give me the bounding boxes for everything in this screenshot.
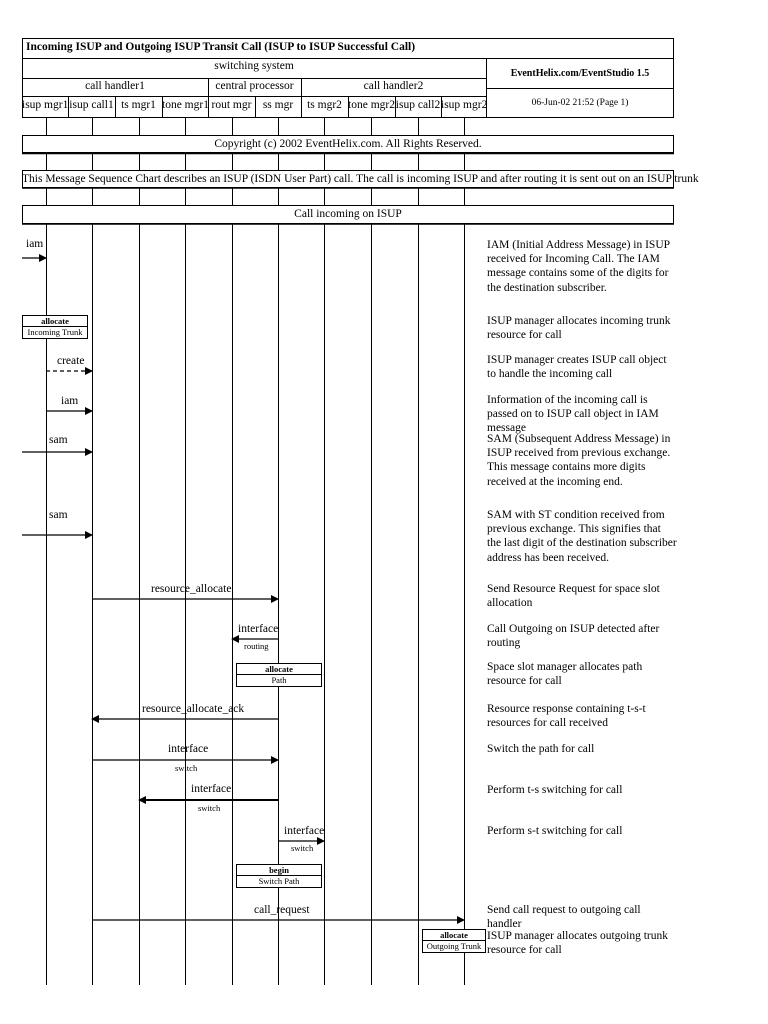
- entity-tone-mgr1: tone mgr1: [162, 99, 209, 111]
- step-description: IAM (Initial Address Message) in ISUP received for Incoming Call. The IAM message contains some of the digits for the destination subscriber.: [487, 239, 670, 294]
- action-title: allocate: [423, 930, 485, 941]
- step-description: Information of the incoming call is passed on to ISUP call object in IAM message: [487, 394, 659, 435]
- date-label: 06-Jun-02 21:52 (Page 1): [531, 98, 629, 108]
- action-body: Outgoing Trunk: [426, 941, 482, 951]
- entity-isup-call1: isup call1: [69, 99, 114, 111]
- step-description: Call Outgoing on ISUP detected after routing: [487, 623, 660, 650]
- message-sublabel: switch: [198, 803, 221, 813]
- entity-isup-mgr2: isup mgr2: [441, 99, 488, 111]
- action-body: Path: [271, 675, 287, 685]
- step-description: ISUP manager allocates incoming trunk resource for call: [487, 315, 671, 342]
- entity-rout-mgr: rout mgr: [211, 99, 252, 111]
- action-box-path: [236, 663, 322, 687]
- section-banner: Call incoming on ISUP: [294, 208, 402, 220]
- step-description: ISUP manager allocates outgoing trunk resource for call: [487, 930, 668, 957]
- copyright-banner: Copyright (c) 2002 EventHelix.com. All Rights Reserved.: [214, 138, 482, 150]
- message-label: interface: [284, 825, 325, 837]
- action-body: Incoming Trunk: [27, 327, 83, 337]
- message-label: call_request: [254, 904, 310, 916]
- description-banner: This Message Sequence Chart describes an ISUP (ISDN User Part) call. The call is incoming ISUP and after routing it is sent out on an ISUP trunk: [22, 173, 699, 185]
- step-description: Switch the path for call: [487, 743, 595, 755]
- message-label: create: [57, 355, 85, 367]
- entity-ts-mgr1: ts mgr1: [121, 99, 156, 111]
- message-label: resource_allocate: [151, 583, 232, 595]
- system-label: switching system: [214, 60, 294, 72]
- step-description: Resource response containing t-s-t resources for call received: [487, 703, 646, 730]
- entity-tone-mgr2: tone mgr2: [348, 99, 395, 111]
- brand-label: EventHelix.com/EventStudio 1.5: [510, 68, 650, 79]
- chart-title: Incoming ISUP and Outgoing ISUP Transit Call (ISUP to ISUP Successful Call): [26, 41, 416, 53]
- step-description: ISUP manager creates ISUP call object to handle the incoming call: [487, 354, 667, 381]
- step-description: SAM (Subsequent Address Message) in ISUP received from previous exchange. This message contains more digits received at the incoming end.: [487, 433, 671, 488]
- message-sublabel: routing: [244, 641, 269, 651]
- message-label: sam: [49, 509, 68, 521]
- action-title: allocate: [23, 316, 87, 327]
- entity-ts-mgr2: ts mgr2: [307, 99, 342, 111]
- step-description: Space slot manager allocates path resource for call: [487, 661, 643, 688]
- message-label: iam: [61, 395, 79, 407]
- message-label: interface: [238, 623, 279, 635]
- step-description: SAM with ST condition received from previous exchange. This signifies that the last digit of the destination subscriber address has been received.: [487, 509, 677, 564]
- message-label: sam: [49, 434, 68, 446]
- message-label: iam: [26, 238, 44, 250]
- step-description: Send Resource Request for space slot allocation: [487, 583, 660, 610]
- action-title: allocate: [237, 664, 321, 675]
- message-label: interface: [168, 743, 209, 755]
- message-sublabel: switch: [175, 763, 198, 773]
- group-call-handler2: call handler2: [363, 80, 424, 92]
- entity-isup-call2: isup call2: [395, 99, 441, 111]
- message-label: interface: [191, 783, 232, 795]
- step-description: Send call request to outgoing call handler: [487, 904, 641, 931]
- action-box-incoming-trunk: [22, 315, 88, 339]
- group-call-handler1: call handler1: [85, 80, 145, 92]
- message-sublabel: switch: [291, 843, 314, 853]
- message-label: resource_allocate_ack: [142, 703, 245, 715]
- entity-ss-mgr: ss mgr: [262, 99, 294, 111]
- action-body: Switch Path: [258, 876, 300, 886]
- entity-isup-mgr1: isup mgr1: [22, 99, 69, 111]
- action-box-switch-path: [236, 864, 322, 888]
- step-description: Perform s-t switching for call: [487, 825, 623, 837]
- action-title: begin: [237, 865, 321, 876]
- step-description: Perform t-s switching for call: [487, 784, 623, 796]
- action-box-outgoing-trunk: [422, 929, 486, 953]
- group-central-processor: central processor: [215, 80, 294, 92]
